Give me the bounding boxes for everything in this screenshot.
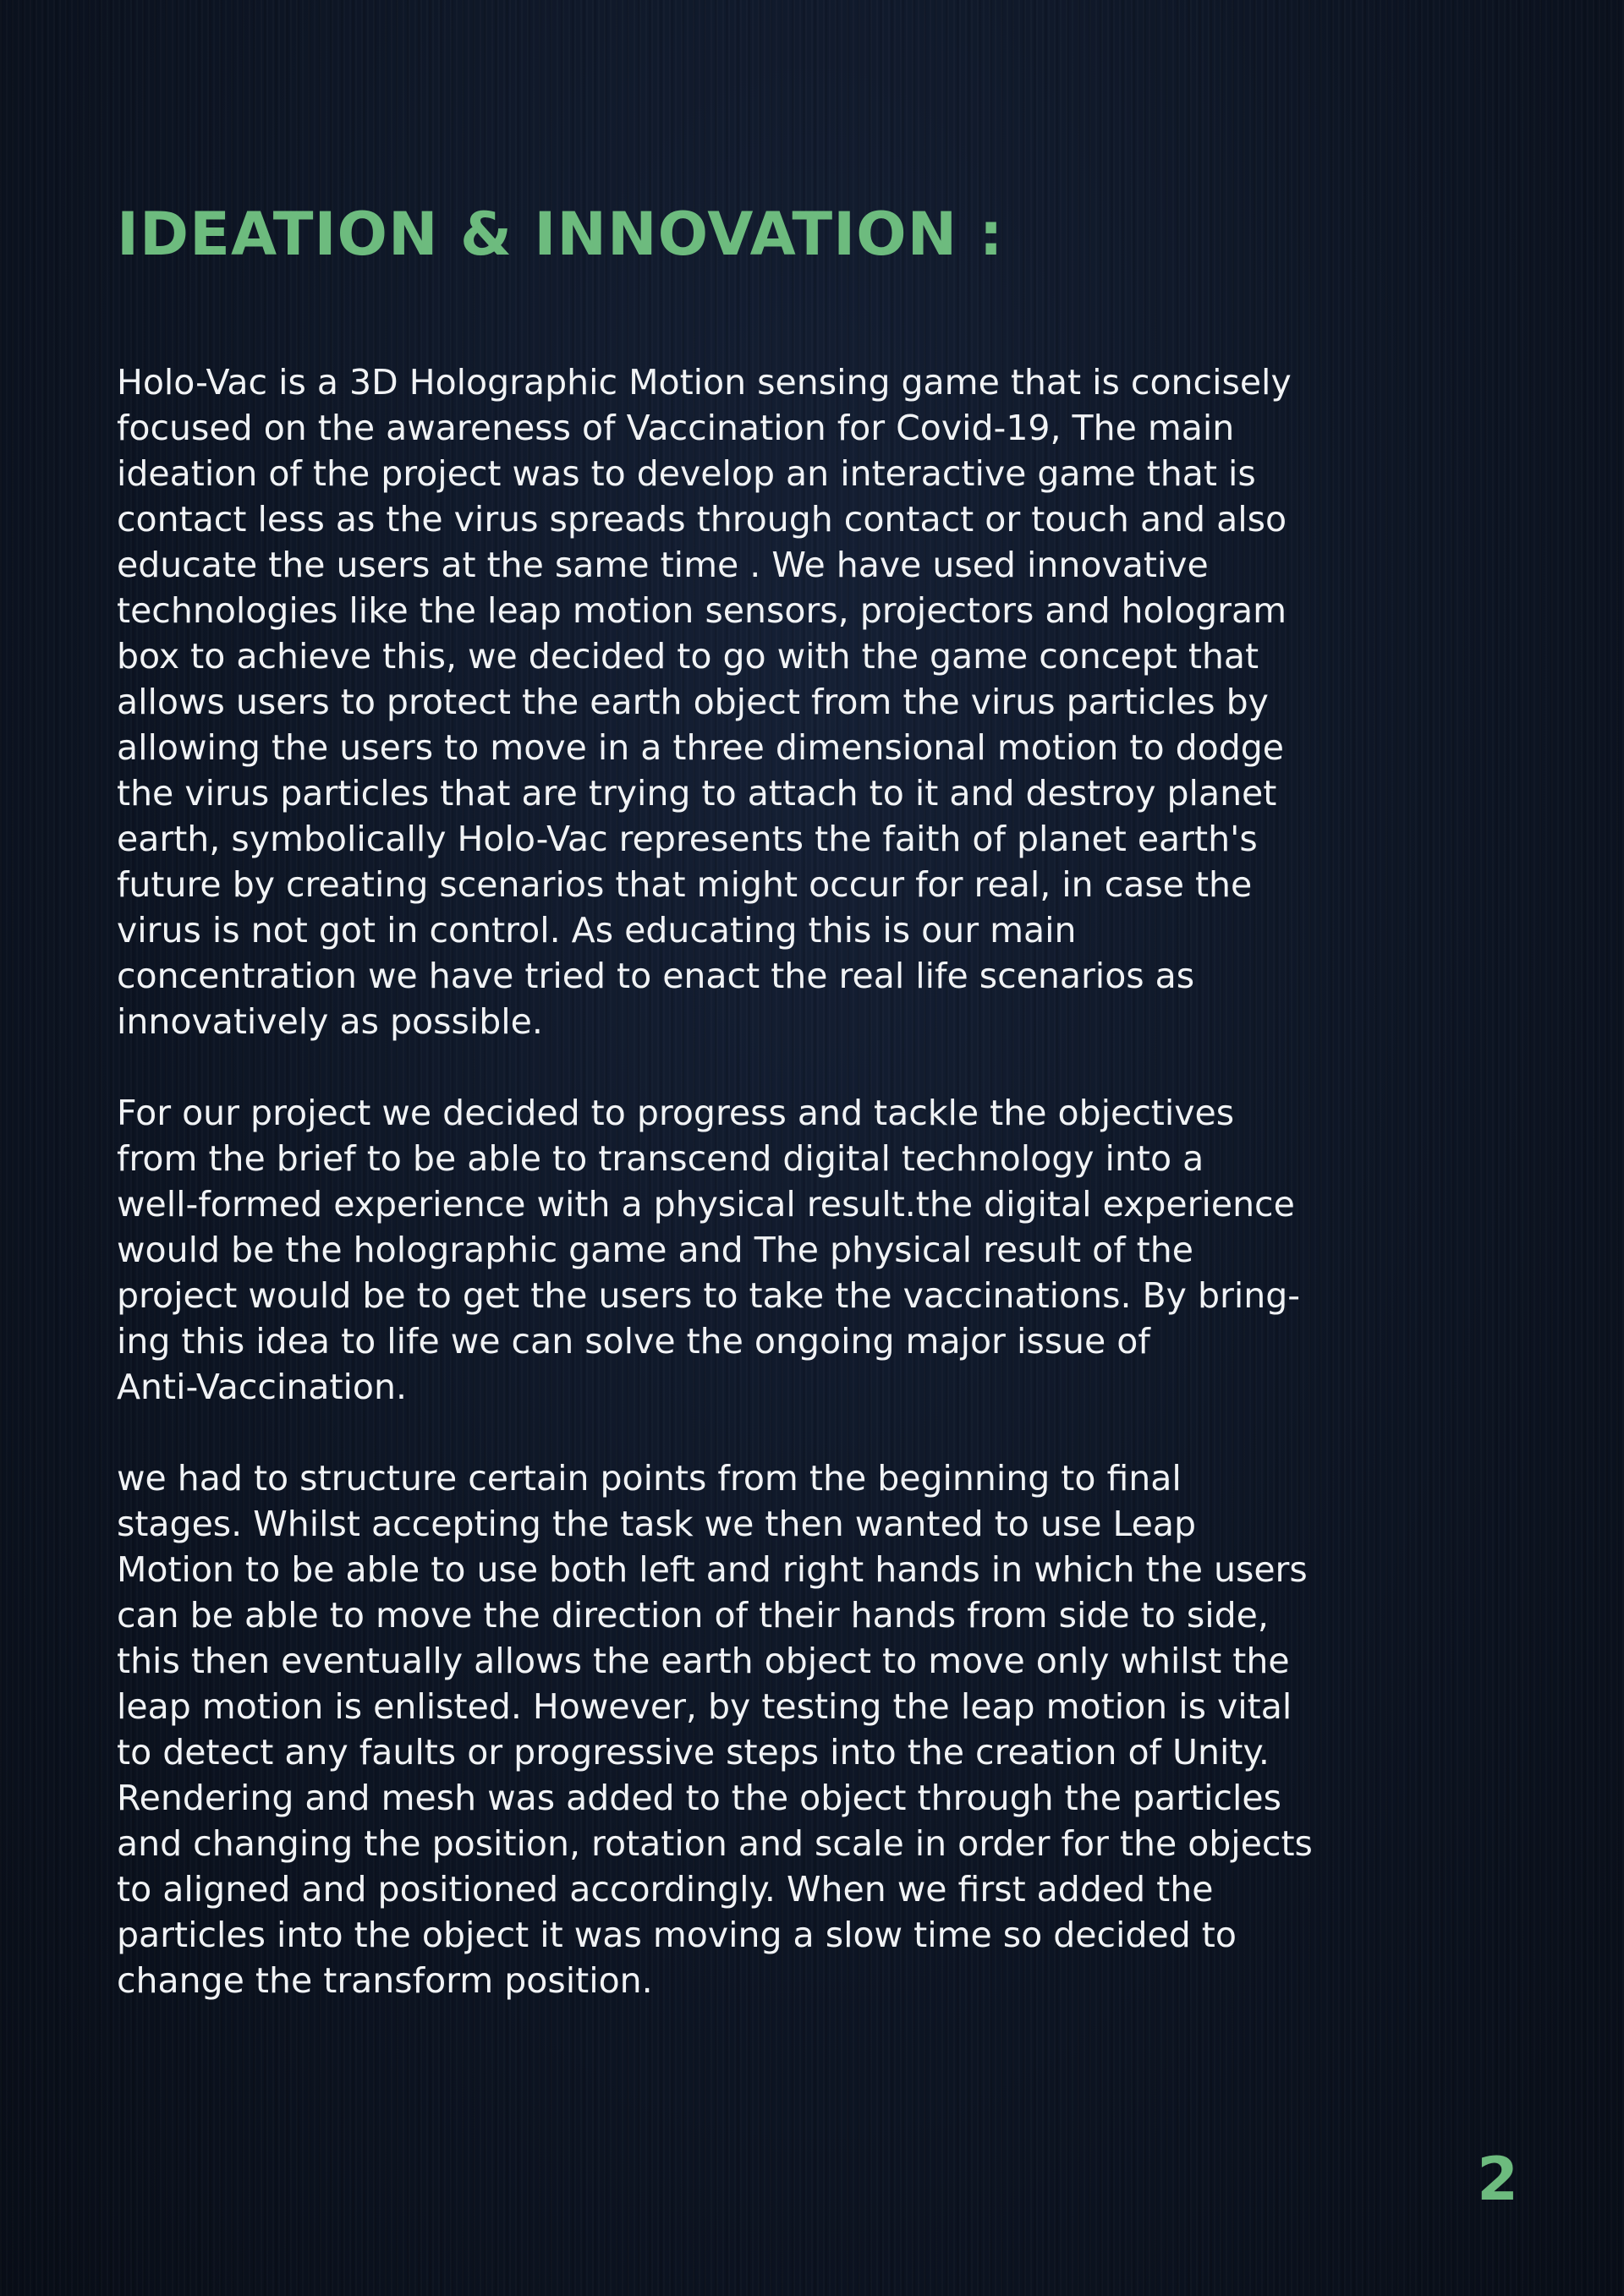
paragraph-1-line: Holo-Vac is a 3D Holographic Motion sensing game that is concisely	[117, 362, 1292, 403]
paragraph-1-line: concentration we have tried to enact the real life scenarios as	[117, 956, 1195, 996]
paragraph-1-line: ideation of the project was to develop an interactive game that is	[117, 453, 1256, 494]
paragraph-3	[117, 1455, 1470, 2003]
paragraph-1	[117, 359, 1470, 1044]
paragraph-2-line: ing this idea to life we can solve the ongoing major issue of	[117, 1321, 1150, 1362]
paragraph-1-line: allowing the users to move in a three dimensional motion to dodge	[117, 727, 1285, 768]
paragraph-3-line: Motion to be able to use both left and right hands in which the users	[117, 1549, 1308, 1590]
paragraph-1-line: allows users to protect the earth object from the virus particles by	[117, 682, 1269, 722]
paragraph-3-line: Rendering and mesh was added to the object through the particles	[117, 1778, 1281, 1818]
paragraph-1-line: educate the users at the same time . We have used innovative	[117, 545, 1209, 585]
paragraph-1-line: future by creating scenarios that might occur for real, in case the	[117, 864, 1253, 905]
paragraph-3-line: particles into the object it was moving a slow time so decided to	[117, 1915, 1237, 1955]
paragraph-3-line: we had to structure certain points from the beginning to final	[117, 1458, 1182, 1499]
paragraph-3-line: this then eventually allows the earth object to move only whilst the	[117, 1641, 1290, 1681]
paragraph-3-line: can be able to move the direction of their hands from side to side,	[117, 1595, 1269, 1636]
paragraph-2-line: from the brief to be able to transcend digital technology into a	[117, 1138, 1204, 1179]
paragraph-3-line: to aligned and positioned accordingly. When we first added the	[117, 1869, 1214, 1910]
paragraph-3-line: and changing the position, rotation and scale in order for the objects	[117, 1823, 1313, 1864]
paragraph-2	[117, 1090, 1470, 1410]
page-title: IDEATION & INNOVATION :	[117, 200, 1004, 269]
paragraph-3-line: stages. Whilst accepting the task we then wanted to use Leap	[117, 1504, 1197, 1544]
page-number: 2	[1477, 2145, 1518, 2214]
paragraph-3-line: change the transform position.	[117, 1960, 653, 2001]
paragraph-1-line: earth, symbolically Holo-Vac represents the faith of planet earth's	[117, 819, 1258, 859]
paragraph-1-line: contact less as the virus spreads through contact or touch and also	[117, 499, 1287, 540]
paragraph-2-line: Anti-Vaccination.	[117, 1367, 408, 1407]
paragraph-2-line: project would be to get the users to take the vaccinations. By bring-	[117, 1275, 1301, 1316]
paragraph-3-line: to detect any faults or progressive steps into the creation of Unity.	[117, 1732, 1270, 1773]
paragraph-1-line: box to achieve this, we decided to go with the game concept that	[117, 636, 1259, 677]
paragraph-2-line: well-formed experience with a physical result.the digital experience	[117, 1184, 1295, 1225]
paragraph-2-line: would be the holographic game and The physical result of the	[117, 1230, 1193, 1270]
paragraph-1-line: innovatively as possible.	[117, 1001, 543, 1042]
paragraph-1-line: virus is not got in control. As educating this is our main	[117, 910, 1077, 951]
paragraph-1-line: focused on the awareness of Vaccination for Covid-19, The main	[117, 408, 1235, 448]
paragraph-2-line: For our project we decided to progress and tackle the objectives	[117, 1093, 1235, 1133]
paragraph-3-line: leap motion is enlisted. However, by testing the leap motion is vital	[117, 1686, 1292, 1727]
paragraph-1-line: technologies like the leap motion sensors, projectors and hologram	[117, 590, 1287, 631]
body-text	[117, 359, 1470, 2049]
paragraph-1-line: the virus particles that are trying to attach to it and destroy planet	[117, 773, 1277, 814]
